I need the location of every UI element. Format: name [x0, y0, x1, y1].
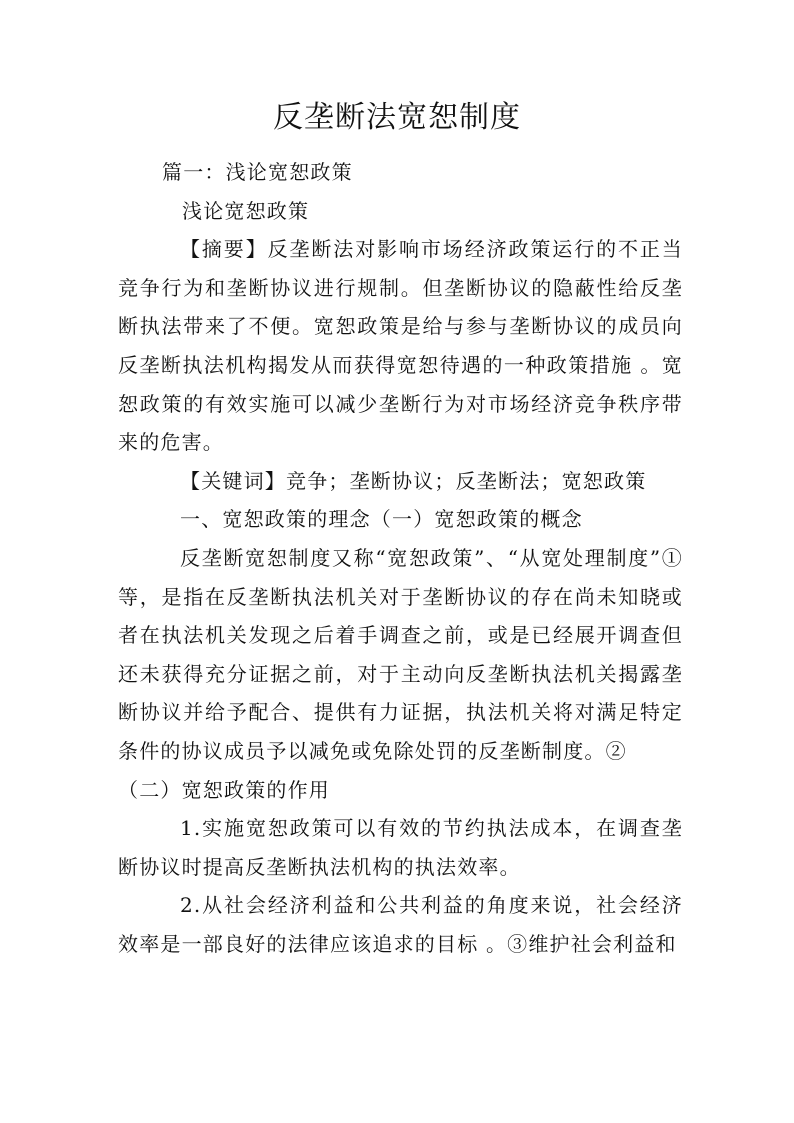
keywords-line: 【关键词】竞争；垄断协议；反垄断法；宽恕政策 [180, 468, 647, 493]
point-two-paragraph: 2.从社会经济利益和公共利益的角度来说，社会经济效率是一部良好的法律应该追求的目标 。③维护社会利益和 [118, 893, 683, 956]
point-one-paragraph: 1.实施宽恕政策可以有效的节约执法成本，在调查垄断协议时提高反垄断执法机构的执法效率。 [118, 816, 683, 879]
section-heading: 篇一：浅论宽恕政策 [162, 160, 353, 184]
concept-paragraph: 反垄断宽恕制度又称“宽恕政策”、“从宽处理制度”①等，是指在反垄断执法机关对于垄断协议的存在尚未知晓或者在执法机关发现之后着手调查之前，或是已经展开调查但还未获得充分证据之前，对于主动向反垄断执法机关揭露垄断协议并给予配合、提供有力证据，执法机关将对满足特定条件的协议成员予以减免或免除处罚的反垄断制度。② [118, 545, 683, 763]
part-one-heading: 一、宽恕政策的理念（一）宽恕政策的概念 [180, 507, 583, 532]
abstract-paragraph: 【摘要】反垄断法对影响市场经济政策运行的不正当竞争行为和垄断协议进行规制。但垄断协议的隐蔽性给反垄断执法带来了不便。宽恕政策是给与参与垄断协议的成员向反垄断执法机构揭发从而获得宽恕待遇的一种政策措施 。宽恕政策的有效实施可以减少垄断行为对市场经济竞争秩序带来的危害。 [118, 237, 683, 455]
sub-heading: 浅论宽恕政策 [182, 198, 310, 223]
document-body [118, 153, 683, 963]
document-title: 反垄断法宽恕制度 [273, 100, 521, 135]
role-heading: （二）宽恕政策的作用 [118, 777, 330, 802]
